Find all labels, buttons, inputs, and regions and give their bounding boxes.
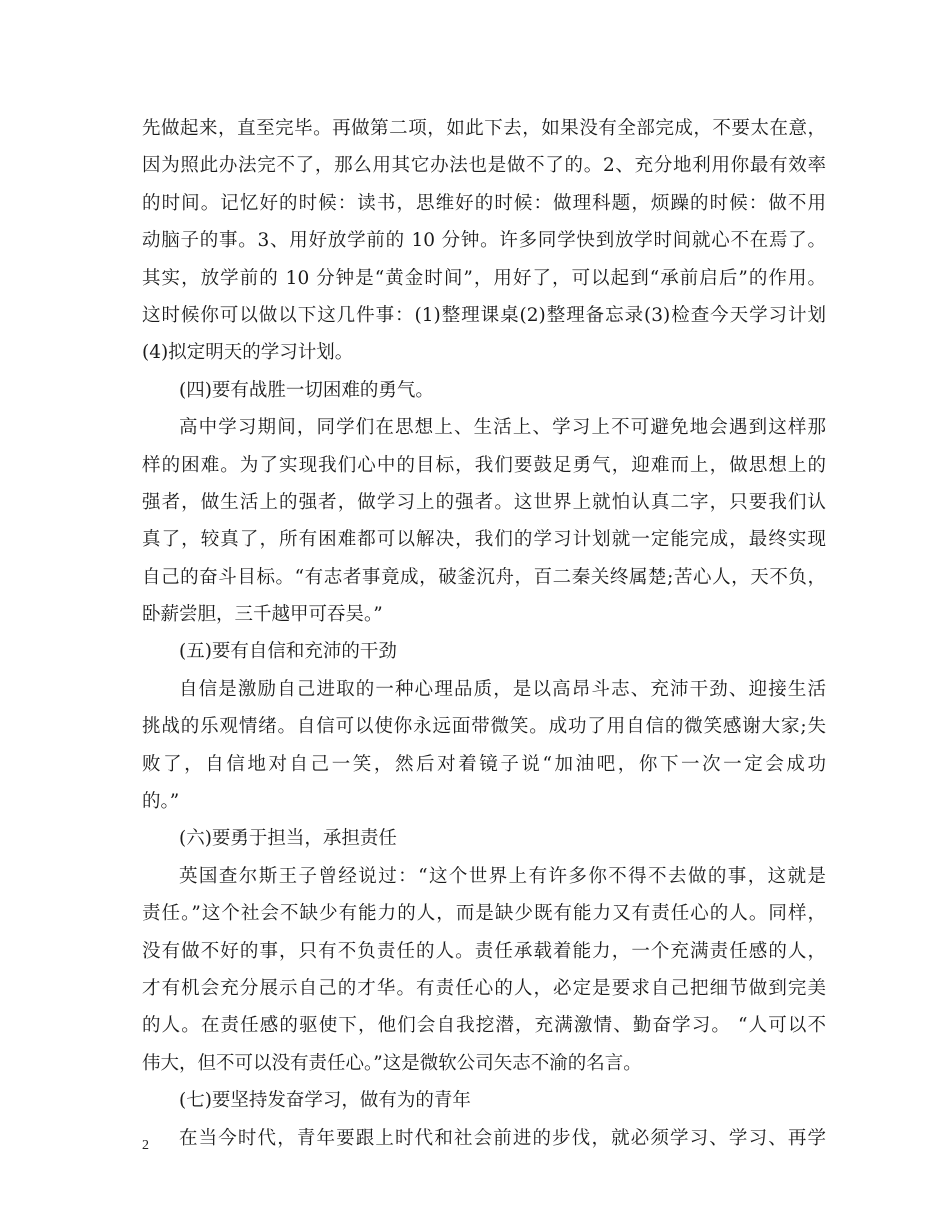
text-line: 在当今时代，青年要跟上时代和社会前进的步伐，就必须学习、学习、再学 (179, 1127, 826, 1149)
text-line: 自己的奋斗目标。“有志者事竟成，破釜沉舟，百二秦关终属楚;苦心人，天不负， (142, 566, 826, 588)
text-line: 动脑子的事。3、用好放学前的 10 分钟。许多同学快到放学时间就心不在焉了。 (142, 230, 826, 252)
text-line: 其实，放学前的 10 分钟是“黄金时间”，用好了，可以起到“承前启后”的作用。 (142, 267, 826, 289)
page-number: 2 (142, 1138, 149, 1153)
text-line: 自信是激励自己进取的一种心理品质，是以高昂斗志、充沛干劲、迎接生活 (179, 678, 826, 700)
text-line: 的时间。记忆好的时候：读书，思维好的时候：做理科题，烦躁的时候：做不用 (142, 192, 826, 214)
section-heading: (七)要坚持发奋学习，做有为的青年 (179, 1090, 471, 1112)
text-line: 因为照此办法完不了，那么用其它办法也是做不了的。2、充分地利用你最有效率 (142, 155, 826, 177)
text-line: 英国查尔斯王子曾经说过：“这个世界上有许多你不得不去做的事，这就是 (179, 865, 826, 887)
text-line: (4)拟定明天的学习计划。 (142, 342, 354, 364)
text-line: 高中学习期间，同学们在思想上、生活上、学习上不可避免地会遇到这样那 (179, 417, 826, 439)
text-line: 强者，做生活上的强者，做学习上的强者。这世界上就怕认真二字，只要我们认 (142, 491, 826, 513)
text-line: 样的困难。为了实现我们心中的目标，我们要鼓足勇气，迎难而上，做思想上的 (142, 454, 826, 476)
text-line: 先做起来，直至完毕。再做第二项，如此下去，如果没有全部完成，不要太在意， (142, 118, 826, 139)
text-line: 责任。”这个社会不缺少有能力的人，而是缺少既有能力又有责任心的人。同样， (142, 903, 826, 925)
body-text (142, 110, 826, 1157)
section-heading: (四)要有战胜一切困难的勇气。 (179, 379, 434, 401)
section-heading: (五)要有自信和充沛的干劲 (179, 641, 397, 663)
text-line: 挑战的乐观情绪。自信可以使你永远面带微笑。成功了用自信的微笑感谢大家;失 (142, 716, 826, 738)
text-line: 没有做不好的事，只有不负责任的人。责任承载着能力，一个充满责任感的人， (142, 940, 826, 962)
text-line: 真了，较真了，所有困难都可以解决，我们的学习计划就一定能完成，最终实现 (142, 529, 826, 551)
text-line: 这时候你可以做以下这几件事：(1)整理课桌(2)整理备忘录(3)检查今天学习计划 (142, 304, 826, 326)
text-line: 伟大，但不可以没有责任心。”这是微软公司矢志不渝的名言。 (142, 1052, 642, 1074)
text-line: 卧薪尝胆，三千越甲可吞吴。” (142, 604, 383, 626)
section-heading: (六)要勇于担当，承担责任 (179, 828, 397, 850)
text-line: 的人。在责任感的驱使下，他们会自我挖潜，充满激情、勤奋学习。 “人可以不 (142, 1015, 826, 1037)
text-line: 的。” (142, 791, 180, 813)
text-line: 才有机会充分展示自己的才华。有责任心的人，必定是要求自己把细节做到完美 (142, 977, 826, 999)
text-line: 败了，自信地对自己一笑，然后对着镜子说“加油吧，你下一次一定会成功 (142, 753, 826, 775)
